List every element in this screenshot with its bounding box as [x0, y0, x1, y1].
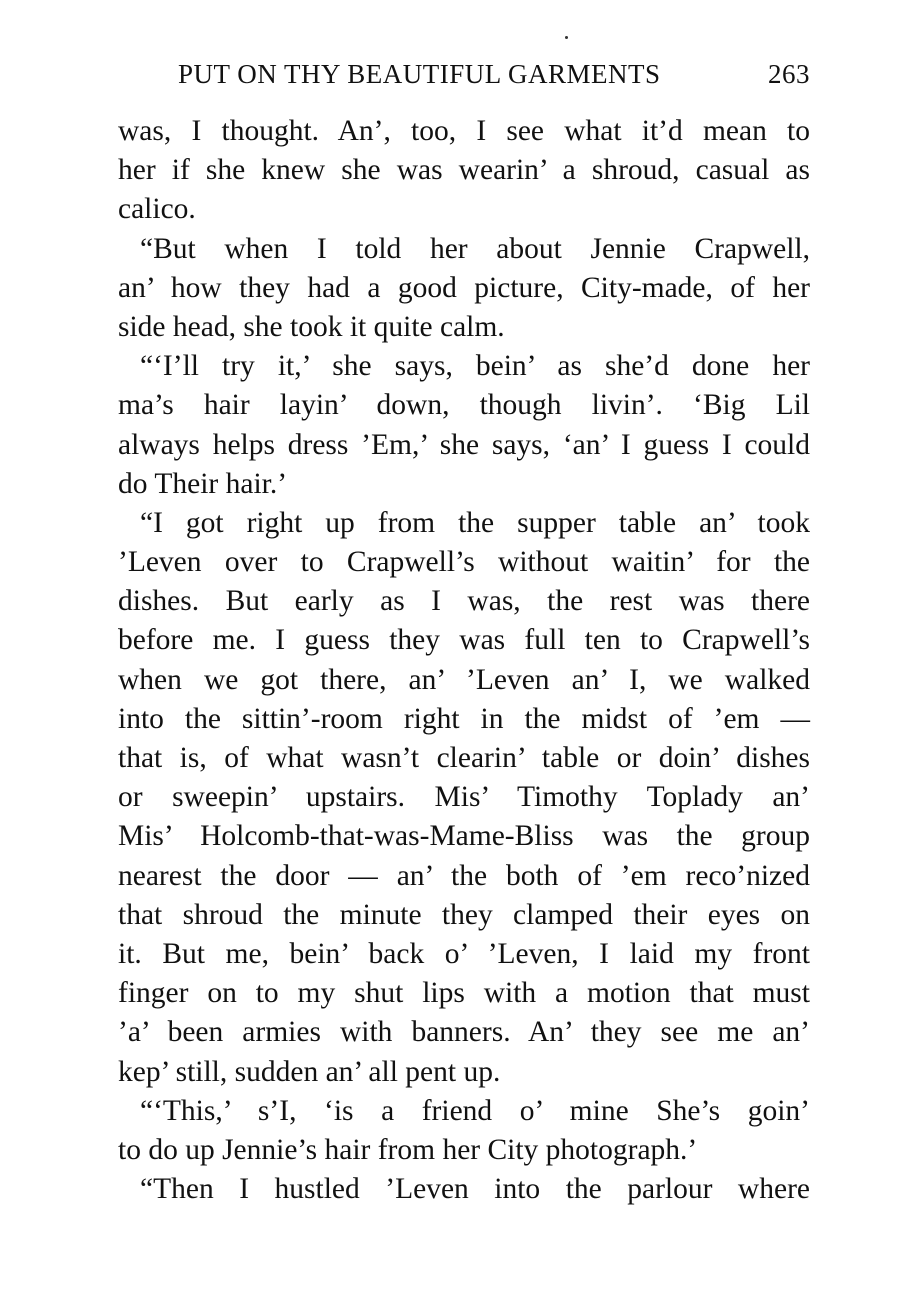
text-line: an’ how they had a good picture, City-made, of her	[118, 271, 810, 304]
text-line: when we got there, an’ ’Leven an’ I, we walked	[118, 663, 810, 696]
text-line: “‘This,’ s’I, ‘is a friend o’ mine She’s goin’	[140, 1094, 810, 1127]
text-line: before me. I guess they was full ten to Crapwell’s	[118, 624, 810, 657]
text-line: or sweepin’ upstairs. Mis’ Timothy Toplady an’	[118, 781, 810, 814]
print-speck	[565, 36, 568, 39]
text-line: “Then I hustled ’Leven into the parlour where	[140, 1173, 810, 1206]
text-line: nearest the door — an’ the both of ’em reco’nized	[118, 859, 810, 892]
text-line: into the sittin’-room right in the midst of ’em —	[118, 702, 810, 735]
text-line: her if she knew she was wearin’ a shroud, casual as	[118, 154, 810, 187]
text-line: ’Leven over to Crapwell’s without waitin’ for the	[118, 546, 810, 579]
text-line: “But when I told her about Jennie Crapwell,	[140, 232, 810, 265]
text-line: side head, she took it quite calm.	[118, 310, 505, 343]
page-number: 263	[768, 59, 810, 89]
text-line: kep’ still, sudden an’ all pent up.	[118, 1055, 501, 1088]
text-line: finger on to my shut lips with a motion that must	[118, 977, 810, 1010]
text-line: Mis’ Holcomb-that-was-Mame-Bliss was the group	[118, 820, 810, 853]
text-line: always helps dress ’Em,’ she says, ‘an’ I guess I could	[118, 428, 810, 461]
text-line: was, I thought. An’, too, I see what it’d mean to	[118, 115, 810, 147]
text-line: it. But me, bein’ back o’ ’Leven, I laid my front	[118, 937, 810, 970]
text-line: calico.	[118, 193, 196, 226]
text-line: ma’s hair layin’ down, though livin’. ‘Big Lil	[118, 389, 810, 422]
running-title: PUT ON THY BEAUTIFUL GARMENTS	[178, 59, 661, 89]
text-line: that is, of what wasn’t clearin’ table or doin’ dishes	[118, 742, 810, 774]
text-line: “I got right up from the supper table an’ took	[140, 506, 810, 539]
text-line: to do up Jennie’s hair from her City photograph.’	[118, 1133, 698, 1166]
text-line: ’a’ been armies with banners. An’ they see me an’	[118, 1016, 810, 1049]
running-head	[178, 52, 810, 96]
text-line: that shroud the minute they clamped their eyes on	[118, 898, 810, 931]
body-text	[118, 112, 810, 1209]
text-line: dishes. But early as I was, the rest was there	[118, 585, 810, 618]
text-line: do Their hair.’	[118, 467, 288, 500]
text-line: “‘I’ll try it,’ she says, bein’ as she’d done her	[140, 350, 810, 383]
